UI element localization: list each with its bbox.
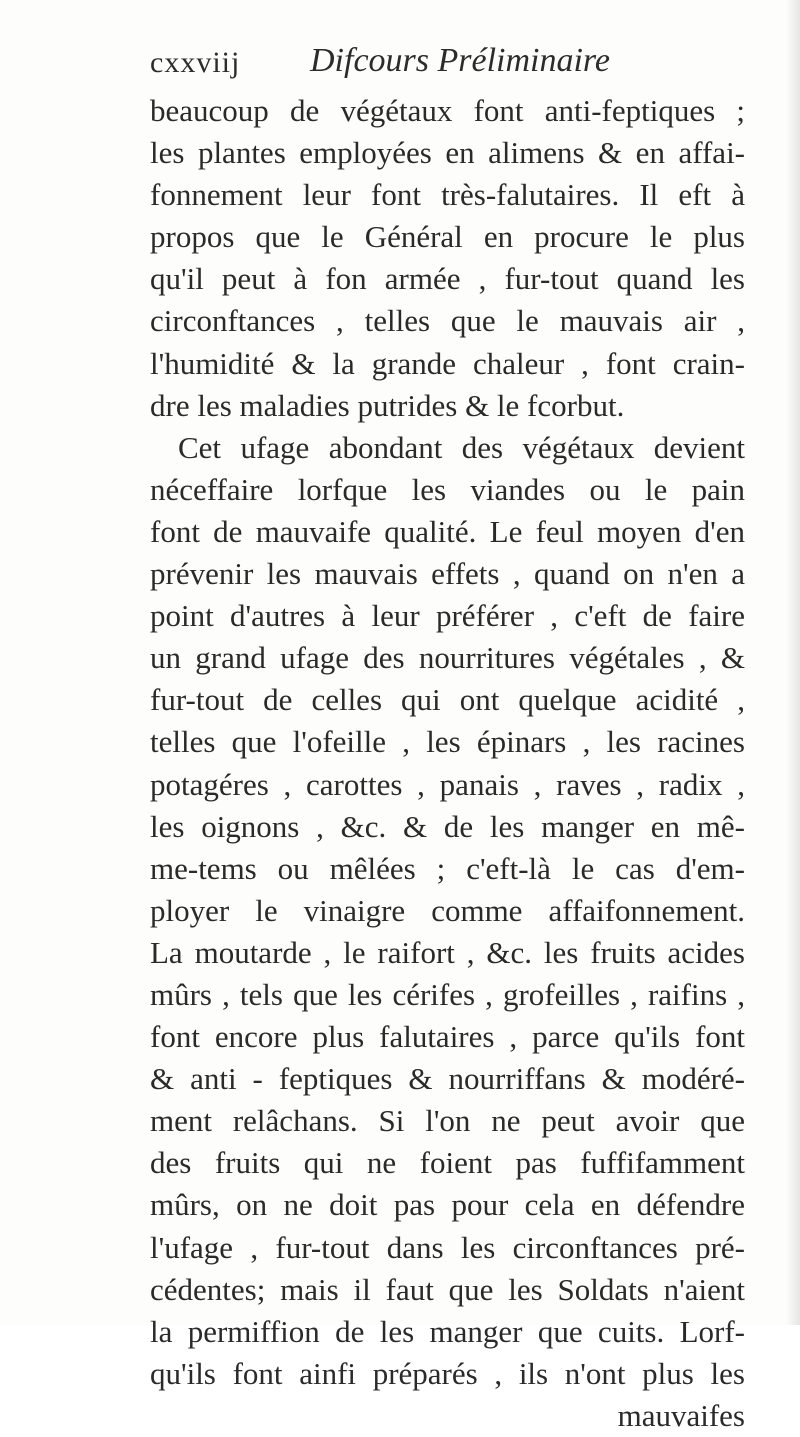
text-line: font de mauvaife qualité. Le feul moyen d'en xyxy=(150,513,745,549)
text-line: telles que l'ofeille , les épinars , les racines xyxy=(150,724,745,760)
text-line: beaucoup de végétaux font anti-feptiques ; xyxy=(150,93,745,128)
text-line: cédentes; mais il faut que les Soldats n'aient xyxy=(150,1271,745,1307)
text-line: font encore plus falutaires , parce qu'ils font xyxy=(150,1019,745,1055)
text-line: point d'autres à leur préférer , c'eft de faire xyxy=(150,598,745,634)
text-line: la permiffion de les manger que cuits. Lorf- xyxy=(150,1313,745,1349)
text-line: mûrs , tels que les cérifes , grofeilles , raifins , xyxy=(150,976,745,1012)
text-line: les plantes employées en alimens & en affai- xyxy=(150,135,745,171)
text-line: l'ufage , fur-tout dans les circonftances pré- xyxy=(150,1229,745,1265)
text-line: des fruits qui ne foient pas fuffifamment xyxy=(150,1145,745,1181)
text-line: me-tems ou mêlées ; c'eft-là le cas d'em- xyxy=(150,850,745,886)
text-line: circonftances , telles que le mauvais air , xyxy=(150,303,745,339)
page-edge-shadow xyxy=(786,0,800,1325)
text-line: qu'ils font ainfi préparés , ils n'ont plus les xyxy=(150,1355,745,1391)
text-line: un grand ufage des nourritures végétales , & xyxy=(150,640,745,676)
text-line: néceffaire lorfque les viandes ou le pain xyxy=(150,471,745,507)
text-line: potagéres , carottes , panais , raves , radix , xyxy=(150,766,745,802)
text-line: les oignons , &c. & de les manger en mê- xyxy=(150,808,745,844)
text-line: La moutarde , le raifort , &c. les fruits acides xyxy=(150,934,745,970)
text-line: Cet ufage abondant des végétaux devient xyxy=(178,429,745,465)
running-title: Difcours Préliminaire xyxy=(310,42,610,79)
text-line: dre les maladies putrides & le fcorbut. xyxy=(150,387,625,423)
catchword: mauvaifes xyxy=(617,1397,745,1433)
text-line: prévenir les mauvais effets , quand on n'en a xyxy=(150,556,745,592)
page-header xyxy=(150,40,730,88)
text-line: fur-tout de celles qui ont quelque acidité , xyxy=(150,682,745,718)
text-line: propos que le Général en procure le plus xyxy=(150,219,745,255)
text-line: l'humidité & la grande chaleur , font crain- xyxy=(150,345,745,381)
text-line: mûrs, on ne doit pas pour cela en défendre xyxy=(150,1187,745,1223)
page-number: cxxviij xyxy=(150,46,241,79)
text-line: ment relâchans. Si l'on ne peut avoir que xyxy=(150,1103,745,1139)
text-line: fonnement leur font très-falutaires. Il eft à xyxy=(150,177,745,213)
text-line: qu'il peut à fon armée , fur-tout quand les xyxy=(150,261,745,297)
text-line: ployer le vinaigre comme affaifonnement. xyxy=(150,892,745,928)
text-line: & anti - feptiques & nourriffans & modéré- xyxy=(150,1061,745,1097)
body-text xyxy=(150,90,745,1437)
